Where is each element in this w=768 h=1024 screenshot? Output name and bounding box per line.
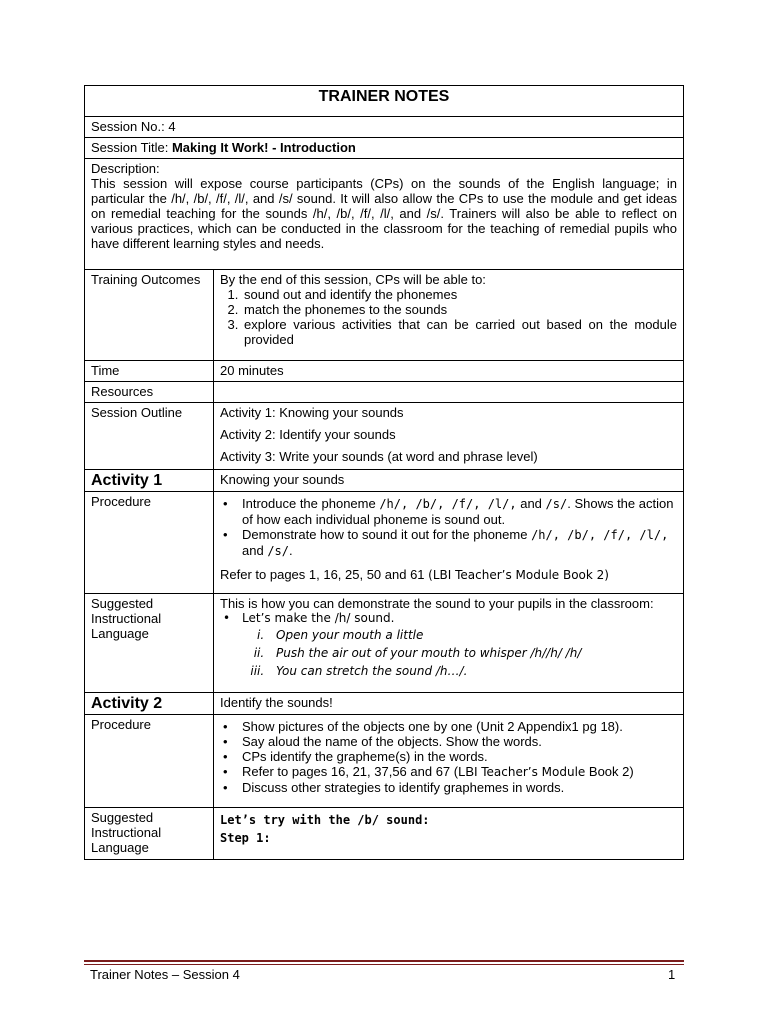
activity1-procedure-cell: [214, 492, 684, 594]
procedure-item: • Discuss other strategies to identify graphemes in words.: [240, 780, 677, 795]
activity1-sil-intro: This is how you can demonstrate the sound to your pupils in the classroom:: [220, 596, 654, 611]
session-title-label: Session Title:: [91, 140, 169, 155]
training-outcomes-list: [220, 287, 677, 347]
activity1-procedure-list: [220, 496, 677, 559]
activity1-name: Knowing your sounds: [214, 470, 684, 492]
trainer-notes-table: [84, 85, 684, 860]
activity1-sil-cell: [214, 594, 684, 693]
session-outline-cell: [214, 403, 684, 470]
activity1-sil-list: [220, 611, 677, 626]
activity2-sil-line: Let’s try with the /b/ sound:: [220, 813, 430, 827]
activity2-sil-cell: [214, 808, 684, 860]
procedure-item: • Say aloud the name of the objects. Show the words.: [240, 734, 677, 749]
training-outcomes-intro: By the end of this session, CPs will be able to:: [220, 272, 486, 287]
procedure-item: • Show pictures of the objects one by one (Unit 2 Appendix1 pg 18).: [240, 719, 677, 734]
activity1-refer: Refer to pages 1, 16, 25, 50 and 61 (LBI Teacher’s Module Book 2): [220, 567, 609, 582]
footer-rule: [84, 964, 684, 965]
activity1-sil-label: Suggested Instructional Language: [85, 594, 214, 693]
description-cell: [85, 159, 684, 270]
procedure-item: • Refer to pages 16, 21, 37,56 and 67 (LBI Teacher’s Module Book 2): [240, 764, 677, 780]
page-number: 1: [668, 967, 676, 982]
resources-label: Resources: [85, 382, 214, 403]
training-outcomes-label: Training Outcomes: [85, 270, 214, 361]
activity2-sil-label: Suggested Instructional Language: [85, 808, 214, 860]
description-label: Description:: [91, 161, 160, 176]
footer-title: Trainer Notes – Session 4: [90, 967, 240, 982]
activity1-procedure-label: Procedure: [85, 492, 214, 594]
activity2-procedure-cell: [214, 715, 684, 808]
activity2-procedure-label: Procedure: [85, 715, 214, 808]
procedure-item: • Demonstrate how to sound it out for the phoneme /h/, /b/, /f/, /l/, and /s/.: [240, 527, 677, 559]
training-outcomes-cell: [214, 270, 684, 361]
sil-step: ii. Push the air out of your mouth to whisper /h//h/ /h/: [268, 644, 677, 662]
outcome-item: 1. sound out and identify the phonemes: [242, 287, 677, 302]
activity2-heading: Activity 2: [85, 693, 214, 715]
footer-rule: [84, 960, 684, 962]
session-no: Session No.: 4: [85, 117, 684, 138]
resources-value: [214, 382, 684, 403]
activity1-heading: Activity 1: [85, 470, 214, 492]
activity2-name: Identify the sounds!: [214, 693, 684, 715]
time-label: Time: [85, 361, 214, 382]
session-outline-label: Session Outline: [85, 403, 214, 470]
document-title: TRAINER NOTES: [85, 86, 684, 117]
procedure-item: • Introduce the phoneme /h/, /b/, /f/, /l/, and /s/. Shows the action of how each individual phoneme is sound out.: [240, 496, 677, 527]
sil-step: iii. You can stretch the sound /h…/.: [268, 662, 677, 680]
outcome-item: 2. match the phonemes to the sounds: [242, 302, 677, 317]
activity2-procedure-list: [220, 719, 677, 795]
sil-step: i. Open your mouth a little: [268, 626, 677, 644]
outline-item: Activity 1: Knowing your sounds: [220, 405, 404, 420]
session-title-row: [85, 138, 684, 159]
procedure-item: • CPs identify the grapheme(s) in the words.: [240, 749, 677, 764]
outcome-item: 3. explore various activities that can be carried out based on the module provided: [242, 317, 677, 347]
activity2-sil-step: Step 1:: [220, 831, 271, 845]
outline-item: Activity 2: Identify your sounds: [220, 427, 396, 442]
outline-item: Activity 3: Write your sounds (at word and phrase level): [220, 449, 538, 464]
time-value: 20 minutes: [214, 361, 684, 382]
sil-bullet: • Let’s make the /h/ sound.: [240, 611, 677, 626]
session-title-value: Making It Work! - Introduction: [171, 140, 356, 155]
description-text: This session will expose course participants (CPs) on the sounds of the English language; in particular the /h/, /b/, /f/, /l/, and /s/ sound. It will also allow the CPs to use the module and get ideas on remedial teaching for the sounds /h/, /b/, /f/, /l/, and /s/. Trainers will also be able to reflect on various practices, which can be conducted in the classroom for the teaching of remedial pupils who have different learning styles and needs.: [91, 176, 677, 251]
activity1-sil-steps: [220, 626, 677, 680]
